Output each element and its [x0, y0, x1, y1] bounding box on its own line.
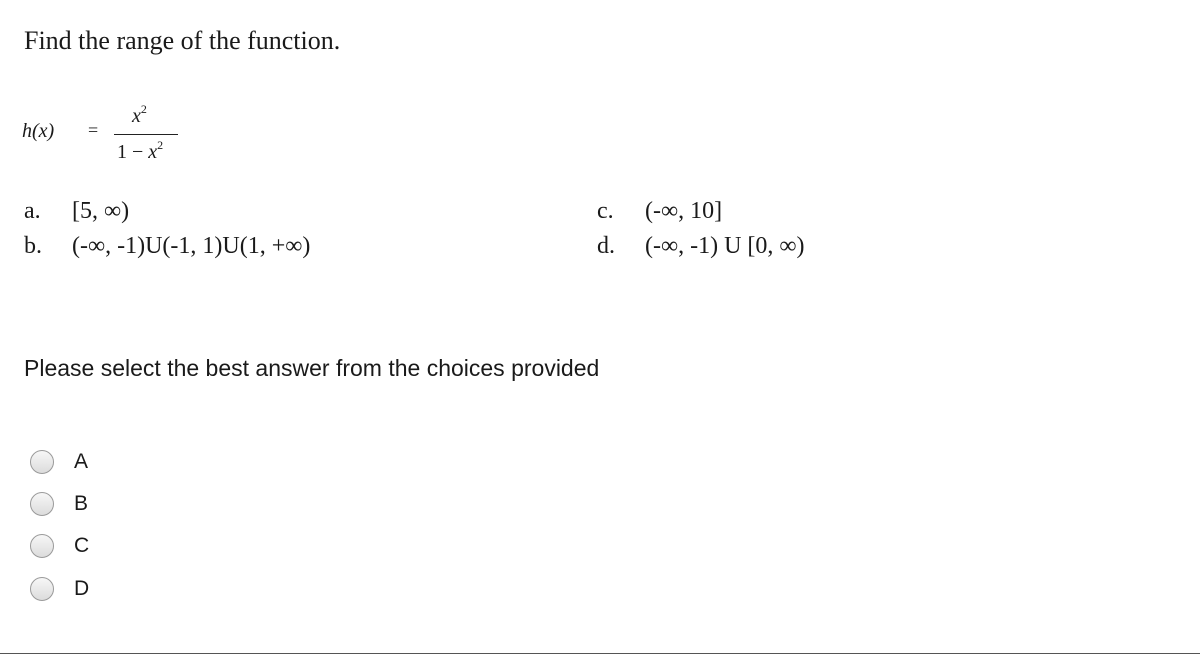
- bottom-divider: [0, 653, 1200, 654]
- radio-button-circle[interactable]: [30, 577, 54, 601]
- option-letter: a.: [24, 198, 41, 224]
- radio-choice-d[interactable]: [30, 573, 230, 605]
- option-text: [5, ∞): [72, 198, 130, 224]
- function-formula: [22, 98, 192, 168]
- radio-button-circle[interactable]: [30, 450, 54, 474]
- option-letter: b.: [24, 233, 42, 259]
- formula-lhs: h(x): [22, 120, 55, 142]
- option-text: (-∞, -1)U(-1, 1)U(1, +∞): [72, 233, 311, 259]
- radio-label[interactable]: C: [74, 534, 90, 557]
- instruction-prompt: Please select the best answer from the choices provided: [24, 355, 600, 381]
- option-letter: d.: [597, 233, 615, 259]
- option-text: (-∞, -1) U [0, ∞): [645, 233, 805, 259]
- radio-label[interactable]: D: [74, 577, 90, 600]
- radio-button-circle[interactable]: [30, 492, 54, 516]
- option-letter: c.: [597, 198, 614, 224]
- radio-choice-a[interactable]: [30, 446, 230, 478]
- option-text: (-∞, 10]: [645, 198, 723, 224]
- radio-button-circle[interactable]: [30, 534, 54, 558]
- formula-denominator: $1 - x^2$: [117, 138, 164, 163]
- radio-choice-b[interactable]: [30, 488, 230, 520]
- question-title: Find the range of the function.: [24, 26, 341, 55]
- radio-label[interactable]: A: [74, 450, 89, 473]
- radio-label[interactable]: B: [74, 492, 89, 515]
- fraction-bar: [114, 134, 178, 135]
- radio-choice-c[interactable]: [30, 530, 230, 562]
- formula-equals: =: [88, 120, 99, 140]
- formula-numerator: $x^2$: [132, 102, 147, 127]
